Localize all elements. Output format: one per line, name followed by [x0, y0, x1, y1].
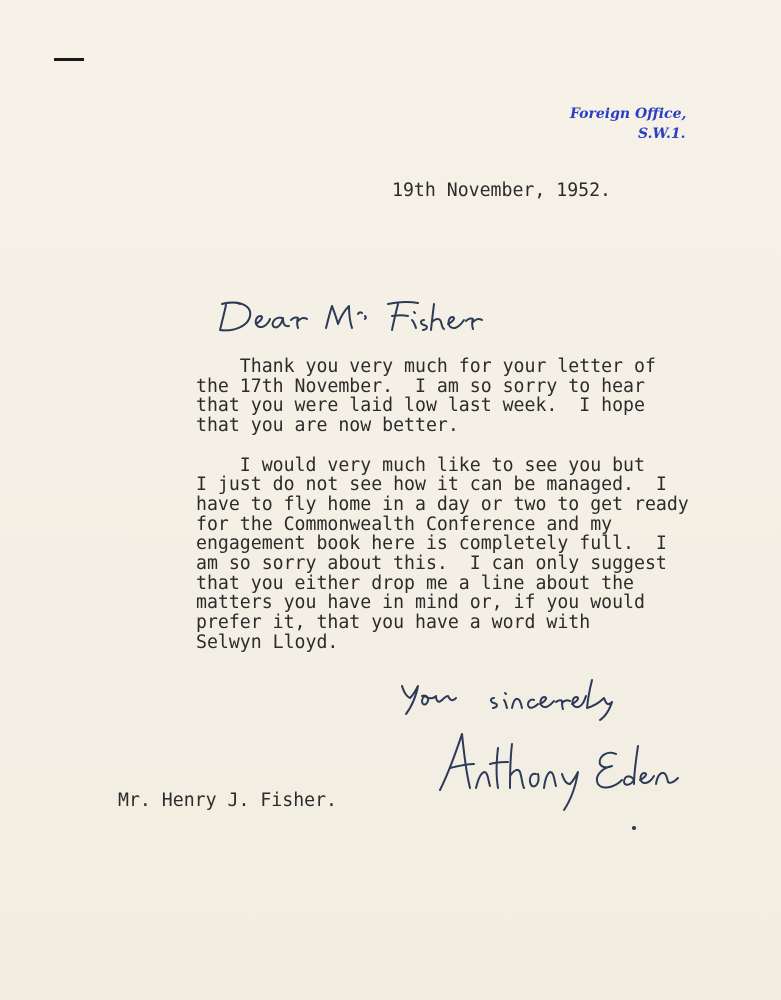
letter-body: [196, 357, 756, 672]
handwritten-salutation: [212, 290, 502, 340]
body-line: that you were laid low last week. I hope: [196, 395, 645, 417]
salutation-ink-svg: [212, 290, 502, 340]
letterhead-line-2: S.W.1.: [638, 126, 686, 142]
letterhead-line-1: Foreign Office,: [570, 106, 687, 122]
body-line: have to fly home in a day or two to get ready: [196, 493, 689, 515]
body-paragraph-1: [196, 357, 756, 436]
recipient-name: Mr. Henry J. Fisher.: [118, 790, 337, 811]
body-paragraph-2: [196, 456, 756, 653]
body-line: that you either drop me a line about the: [196, 572, 634, 594]
body-line: Thank you very much for your letter of: [196, 356, 656, 377]
handwritten-closing: [396, 674, 636, 724]
ink-dot-mark: [632, 826, 636, 830]
margin-dash-mark: [54, 58, 84, 61]
letter-date: 19th November, 1952.: [392, 180, 611, 201]
closing-ink-svg: [396, 674, 636, 724]
body-line: that you are now better.: [196, 415, 459, 437]
body-line: prefer it, that you have a word with: [196, 612, 591, 634]
body-line: the 17th November. I am so sorry to hear: [196, 375, 645, 397]
letterhead-stamp: [560, 104, 710, 144]
body-line: I just do not see how it can be managed. I: [196, 474, 667, 496]
body-line: matters you have in mind or, if you would: [196, 592, 645, 614]
body-line: I would very much like to see you but: [196, 454, 645, 476]
body-line: engagement book here is completely full. I: [196, 533, 667, 555]
signature: [432, 724, 708, 820]
body-line: am so sorry about this. I can only suggest: [196, 553, 667, 575]
signature-ink-svg: [432, 724, 708, 820]
body-line: for the Commonwealth Conference and my: [196, 513, 613, 535]
body-line: Selwyn Lloyd.: [196, 631, 339, 653]
